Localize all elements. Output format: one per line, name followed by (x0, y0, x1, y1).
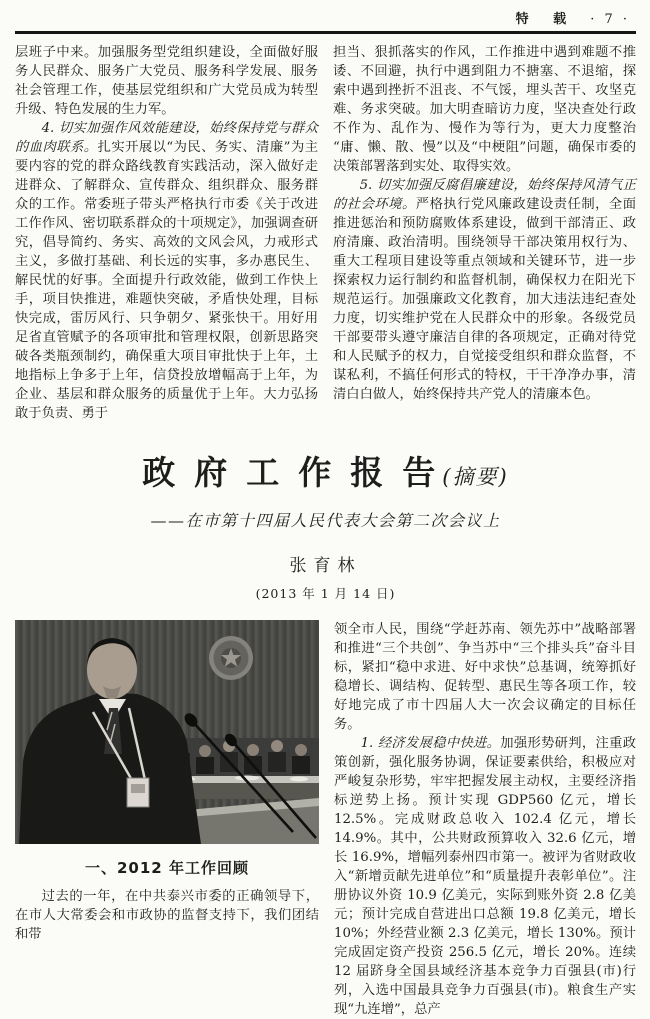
bottom-right-column (334, 620, 636, 1019)
lead-sentence: 4. 切实加强作风效能建设，始终保持党与群众的血肉联系。 (15, 121, 318, 155)
paragraph (334, 620, 636, 734)
top-right-column (333, 43, 636, 423)
body-text: 领全市人民，围绕“学赶苏南、领先苏中”战略部署和推进“三个共创”、争当苏中“三个排头兵”奋斗目标，紧扣“稳中求进、好中求快”总基调，统筹抓好稳增长、调结构、促转型、惠民生等各项工作，较好地完成了市十四届人大一次会议确定的目标任务。 (334, 622, 636, 732)
body-text: 扎实开展以“为民、务实、清廉”为主要内容的党的群众路线教育实践活动，深入做好走进群众、了解群众、宣传群众、组织群众、服务群众的工作。常委班子带头严格执行市委《关于改进工作作风、密切联系群众的十项规定》，加强调查研究，倡导简约、务实、高效的文风会风，力戒形式主义，多做打基础、利长远的实事，多办惠民生、解民忧的好事。全面提升行政效能，做到工作快上手，项目快推进，难题快突破，矛盾快处理，目标快完成，雷厉风行、只争朝夕、紧张快干。用好用足省直管赋予的各项审批和管理权限，创新思路突破各类瓶颈制约，确保重大项目审批快于上年，土地指标上争多于上年，信贷投放增幅高于上年，为企业、基层和群众服务的质量优于上年。大力弘扬敢于负责、勇于 (15, 140, 318, 421)
emblem-icon (209, 636, 253, 680)
section-label: 特 载 (515, 12, 577, 27)
lead-sentence: 1. 经济发展稳中快进。 (360, 736, 501, 751)
conference-photo-graphic (15, 620, 319, 844)
bottom-article-columns (15, 620, 636, 1019)
title-line (15, 447, 636, 494)
paragraph (333, 43, 636, 176)
paragraph (333, 176, 636, 404)
lead-sentence: 5. 切实加强反腐倡廉建设，始终保持风清气正的社会环境。 (333, 178, 636, 212)
running-head (15, 6, 636, 31)
top-article-columns (15, 43, 636, 423)
body-text: 层班子中来。加强服务型党组织建设，全面做好服务人民群众、服务广大党员、服务科学发展、服务社会管理工作，使基层党组织和广大党员成为转型升级、特色发展的生力军。 (15, 45, 318, 117)
bottom-left-column (15, 620, 319, 1019)
paragraph (15, 887, 319, 944)
paragraph (15, 119, 318, 423)
paragraph (15, 43, 318, 119)
section-heading-2012-review: 一、2012 年工作回顾 (85, 859, 249, 877)
article-title-suffix: (摘要) (442, 465, 509, 489)
author-name: 张育林 (289, 556, 362, 576)
header-divider (15, 31, 636, 34)
body-text: 过去的一年，在中共泰兴市委的正确领导下，在市人大常委会和市政协的监督支持下，我们团结和带 (15, 889, 319, 942)
body-text: 担当、狠抓落实的作风，工作推进中遇到难题不推诿、不回避，执行中遇到阻力不搪塞、不退缩，探索中遇到挫折不沮丧、不气馁，埋头苦干、攻坚克难、务求突破。加大明查暗访力度，坚决查处行政不作为、乱作为、慢作为等行为，更大力度整治“庸、懒、散、慢”以及“中梗阻”问题，确保市委的决策部署落到实处、取得实效。 (333, 45, 636, 174)
article-subtitle: ——在市第十四届人民代表大会第二次会议上 (150, 511, 501, 530)
speaker-delivering-report-photo (15, 620, 319, 844)
article-title-block (15, 447, 636, 602)
article-title: 政府工作报告 (142, 453, 455, 492)
top-left-column (15, 43, 318, 423)
paragraph (334, 734, 636, 1019)
speech-date: (2013 年 1 月 14 日) (255, 586, 396, 601)
body-text: 严格执行党风廉政建设责任制，全面推进惩治和预防腐败体系建设，做到干部清正、政府清廉、政治清明。围绕领导干部决策用权行为、重大工程项目建设等重点领域和关键环节，进一步探索权力运行制约和监督机制，确保权力在阳光下规范运行。加强廉政文化教育，加大违法违纪查处力度，切实维护党在人民群众中的形象。各级党员干部要带头遵守廉洁自律的各项规定，正确对待党和人民赋予的权力，自觉接受组织和群众监督，不谋私利，不搞任何形式的特权，干干净净办事，清清白白做人，始终保持共产党人的清廉本色。 (333, 197, 637, 402)
bottom-left-text (15, 887, 319, 944)
page-number: · 7 · (590, 12, 630, 27)
body-text: 加强形势研判，注重政策创新，强化服务协调，保证要素供给，积极应对严峻复杂形势，牢牢把握发展主动权，主要经济指标逆势上扬。预计实现 GDP560 亿元，增长 12.5%。完成财政总收入 102.4 亿元，增长 14.9%。其中，公共财政预算收入 32.6 亿元，增长 16.9%，增幅列泰州四市第一。被评为省财政收入“新增贡献先进单位”和“质量提升表彰单位”。注册协议外资 10.9 亿美元，实际到账外资 2.8 亿美元；预计完成自营进出口总额 19.8 亿美元，增长 10%；外经营业额 2.3 亿美元，增长 130%。预计完成固定资产投资 256.5 亿元，增长 20%。连续 12 届跻身全国县域经济基本竞争力百强县(市)行列，入选中国最具竞争力百强县(市)。粮食生产实现“九连增”，总产 (334, 736, 637, 1017)
